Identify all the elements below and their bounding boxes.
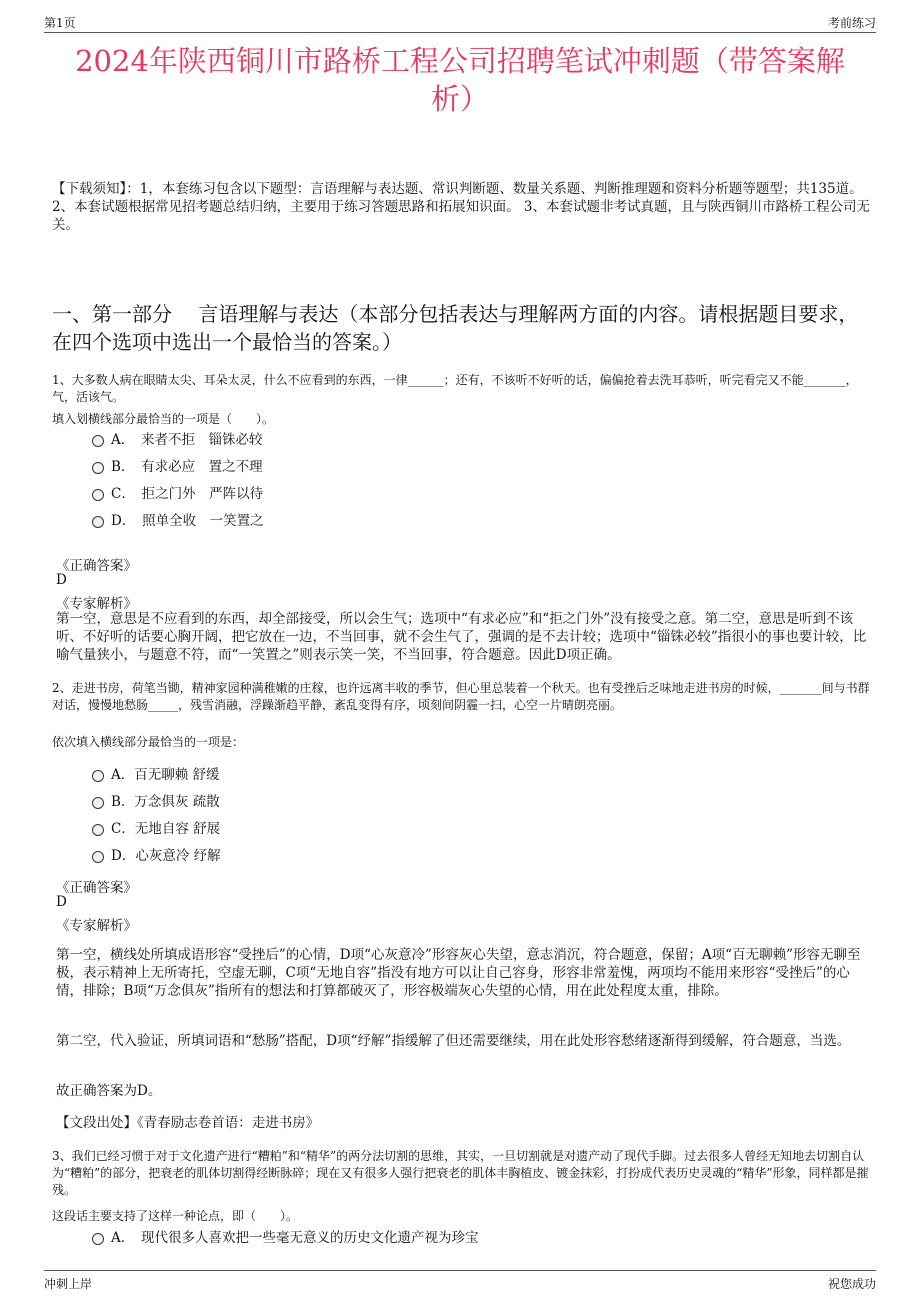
footer-right: 祝您成功: [827, 1277, 876, 1291]
question-2-prompt: 依次填入横线部分最恰当的一项是：: [52, 735, 245, 749]
radio-icon[interactable]: [92, 516, 104, 528]
q2-analysis-2: 第二空，代入验证，所填词语和“愁肠”搭配，D项“纾解”指缓解了但还需要继续，用在此处形容愁绪逐渐得到缓解，符合题意，当选。: [56, 1033, 851, 1049]
q1-option-a[interactable]: A． 来者不拒 锱铢必较: [92, 430, 263, 450]
question-1-prompt: 填入划横线部分最恰当的一项是（ ）。: [52, 412, 275, 426]
q1-option-b[interactable]: B． 有求必应 置之不理: [92, 457, 263, 477]
page-footer: [44, 1270, 876, 1293]
q2-option-d[interactable]: D．心灰意冷 纾解: [92, 846, 221, 866]
radio-icon[interactable]: [92, 1233, 104, 1245]
q1-option-c[interactable]: C． 拒之门外 严阵以待: [92, 484, 263, 504]
page-number: 第1页: [44, 16, 76, 30]
question-3-stem: 3、我们已经习惯于对于文化遗产进行“糟粕”和“精华”的两分法切割的思维，其实，一旦切割就是对遗产动了现代手脚。过去很多人曾经无知地去切割自认为“糟粕”的部分，把衰老的肌体切割得经断脉碎；现在又有很多人强行把衰老的肌体丰胸植皮、镀金抹彩，打扮成代表历史灵魂的“精华”形象，同样都是摧残。: [52, 1149, 869, 1197]
radio-icon[interactable]: [92, 489, 104, 501]
radio-icon[interactable]: [92, 851, 104, 863]
q1-analysis-label: 《专家解析》: [56, 596, 137, 612]
section-heading: 一、第一部分 言语理解与表达（本部分包括表达与理解两方面的内容。请根据题目要求，在四个选项中选出一个最恰当的答案。）: [52, 302, 859, 354]
q1-answer-label: 《正确答案》: [56, 558, 137, 574]
q3-option-a[interactable]: A． 现代很多人喜欢把一些毫无意义的历史文化遗产视为珍宝: [92, 1228, 479, 1248]
document-title: 2024年陕西铜川市路桥工程公司招聘笔试冲刺题（带答案解析）: [75, 44, 845, 116]
radio-icon[interactable]: [92, 797, 104, 809]
q1-analysis: 第一空，意思是不应看到的东西，却全部接受，所以会生气；选项中“有求必应”和“拒之门外”没有接受之意。第二空，意思是听到不该听、不好听的话要心胸开阔，把它放在一边，不当回事，就不会生气了，强调的是不去计较；选项中“锱铢必较”指很小的事也要计较，比喻气量狭小，与题意不符，而“一笑置之”则表示笑一笑，不当回事，符合题意。因此D项正确。: [56, 611, 867, 663]
q2-answer-label: 《正确答案》: [56, 880, 137, 896]
q1-answer: D: [56, 572, 67, 588]
q2-analysis-1: 第一空，横线处所填成语形容“受挫后”的心情，D项“心灰意冷”形容灰心失望，意志消沉，符合题意，保留；A项“百无聊赖”形容无聊至极，表示精神上无所寄托，空虚无聊，C项“无地自容”指没有地方可以让自己容身，形容非常羞愧，两项均不能用来形容“受挫后”的心情，排除；B项“万念俱灰”指所有的想法和打算都破灭了，形容极端灰心失望的心情，用在此处程度太重，排除。: [56, 947, 861, 999]
q2-option-a[interactable]: A．百无聊赖 舒缓: [92, 765, 220, 785]
question-2-stem: 2、走进书房，荷笔当锄，精神家园种满稚嫩的庄稼，也许远离丰收的季节，但心里总装着一个秋天。也有受挫后乏味地走进书房的时候，_______间与书群对话，慢慢地愁肠_____，残雪消融，浮躁渐趋平静，紊乱变得有序，顷刻间阴霾一扫，心空一片晴朗亮丽。: [52, 681, 870, 712]
page-header: [44, 10, 876, 33]
q2-analysis-label: 《专家解析》: [56, 918, 137, 934]
radio-icon[interactable]: [92, 770, 104, 782]
q2-option-c[interactable]: C．无地自容 舒展: [92, 819, 220, 839]
question-1-stem: 1、大多数人病在眼睛太尖、耳朵太灵，什么不应看到的东西，一律______；还有，不该听不好听的话，偏偏抢着去洗耳恭听，听完看完又不能_______，气，活该气。: [52, 373, 858, 404]
q1-option-d[interactable]: D． 照单全收 一笑置之: [92, 511, 264, 531]
radio-icon[interactable]: [92, 462, 104, 474]
q2-option-b[interactable]: B．万念俱灰 疏散: [92, 792, 220, 812]
header-label: 考前练习: [827, 16, 876, 30]
q2-answer: D: [56, 894, 67, 910]
footer-left: 冲刺上岸: [44, 1277, 93, 1291]
question-3-prompt: 这段话主要支持了这样一种论点，即（ ）。: [52, 1209, 299, 1223]
radio-icon[interactable]: [92, 824, 104, 836]
radio-icon[interactable]: [92, 435, 104, 447]
q2-analysis-3: 故正确答案为D。: [56, 1083, 162, 1099]
download-notice: 【下载须知】：1，本套练习包含以下题型：言语理解与表达题、常识判断题、数量关系题、判断推理题和资料分析题等题型；共135道。 2、本套试题根据常见招考题总结归纳，主要用于练习答题思路和拓展知识面。 3、本套试题非考试真题，且与陕西铜川市路桥工程公司无关。: [52, 181, 870, 233]
q2-source: 【文段出处】《青春励志卷首语：走进书房》: [56, 1115, 320, 1131]
